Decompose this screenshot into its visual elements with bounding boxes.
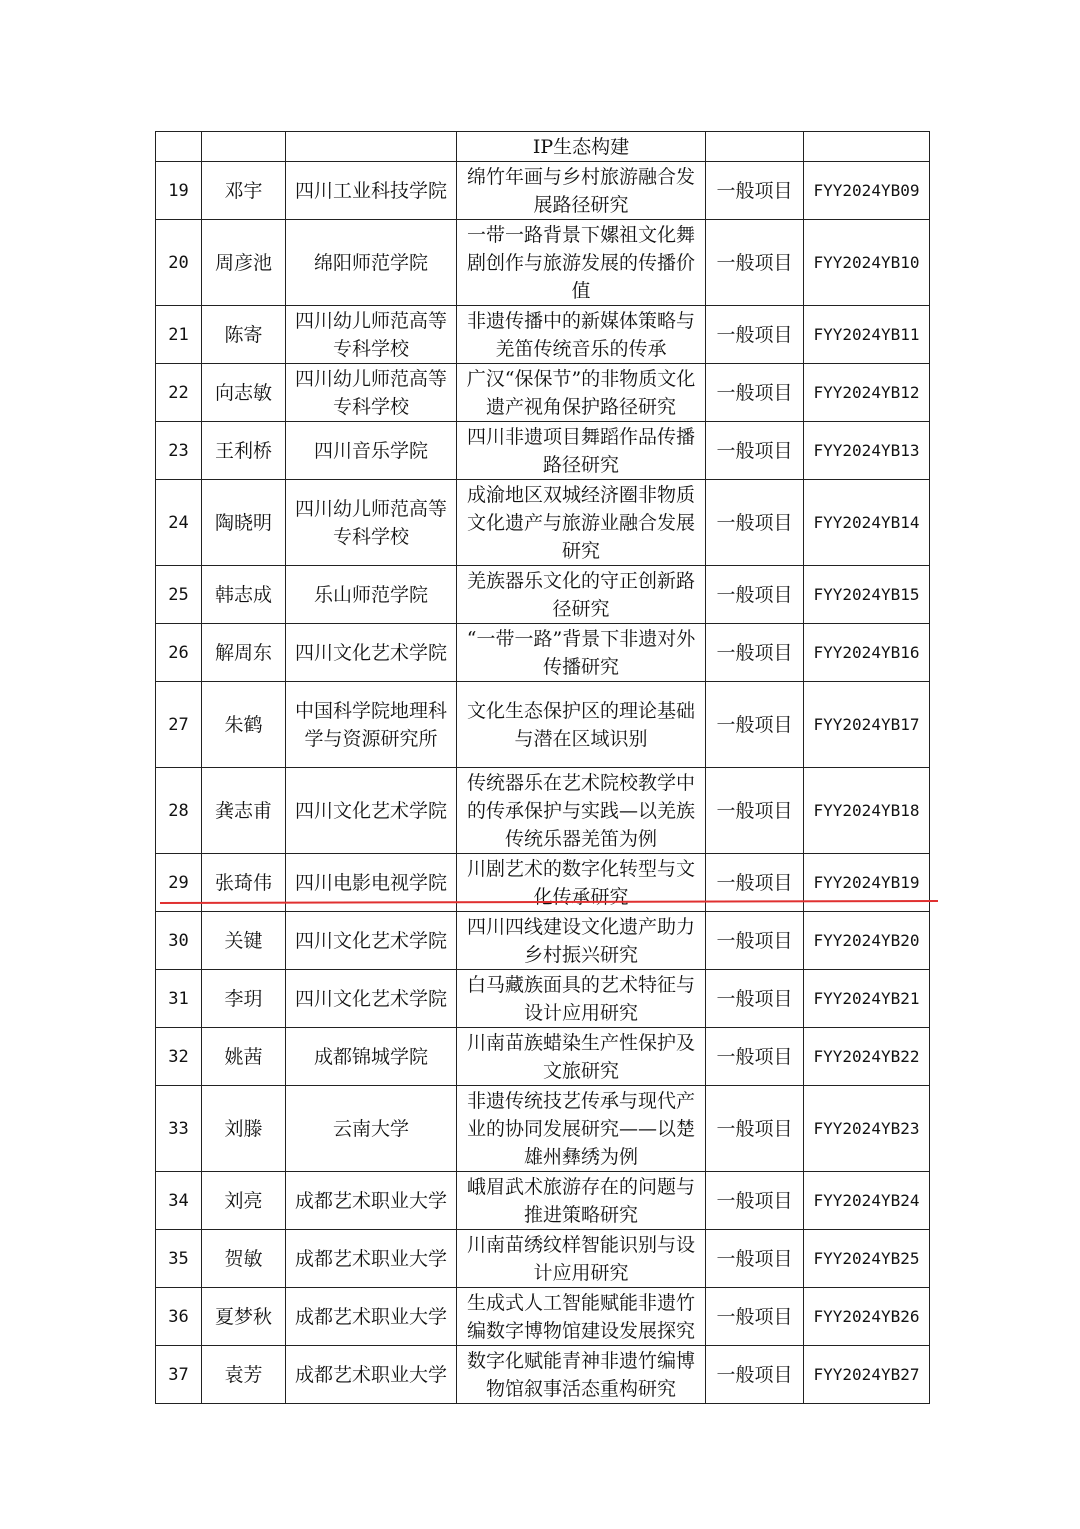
cell-code: FYY2024YB21 [804, 970, 930, 1028]
cell-title: 广汉“保保节”的非物质文化遗产视角保护路径研究 [457, 364, 706, 422]
cell-org: 四川文化艺术学院 [286, 970, 457, 1028]
cell-title: IP生态构建 [457, 132, 706, 162]
cell-name: 邓宇 [202, 162, 286, 220]
cell-type: 一般项目 [706, 624, 804, 682]
table-row [156, 1028, 930, 1086]
cell-title: 四川四线建设文化遗产助力乡村振兴研究 [457, 912, 706, 970]
cell-title: 生成式人工智能赋能非遗竹编数字博物馆建设发展探究 [457, 1288, 706, 1346]
cell-no: 34 [156, 1172, 202, 1230]
cell-type: 一般项目 [706, 566, 804, 624]
cell-org: 成都艺术职业大学 [286, 1346, 457, 1404]
cell-title: 一带一路背景下嫘祖文化舞剧创作与旅游发展的传播价值 [457, 220, 706, 306]
cell-org: 四川幼儿师范高等专科学校 [286, 306, 457, 364]
cell-code: FYY2024YB12 [804, 364, 930, 422]
cell-org: 绵阳师范学院 [286, 220, 457, 306]
cell-type: 一般项目 [706, 220, 804, 306]
cell-org: 四川文化艺术学院 [286, 624, 457, 682]
cell-code: FYY2024YB22 [804, 1028, 930, 1086]
cell-name: 向志敏 [202, 364, 286, 422]
cell-org: 成都艺术职业大学 [286, 1172, 457, 1230]
cell-code: FYY2024YB25 [804, 1230, 930, 1288]
cell-code: FYY2024YB09 [804, 162, 930, 220]
cell-name: 姚茜 [202, 1028, 286, 1086]
table-row [156, 566, 930, 624]
cell-no: 21 [156, 306, 202, 364]
cell-code: FYY2024YB14 [804, 480, 930, 566]
cell-org: 成都艺术职业大学 [286, 1230, 457, 1288]
cell-title: 数字化赋能青神非遗竹编博物馆叙事活态重构研究 [457, 1346, 706, 1404]
cell-code: FYY2024YB13 [804, 422, 930, 480]
table-row [156, 912, 930, 970]
table-row-continued [156, 132, 930, 162]
cell-type: 一般项目 [706, 1346, 804, 1404]
cell-no: 31 [156, 970, 202, 1028]
table-row [156, 364, 930, 422]
cell-no: 19 [156, 162, 202, 220]
table-row [156, 682, 930, 768]
cell-name: 李玥 [202, 970, 286, 1028]
cell-name: 刘亮 [202, 1172, 286, 1230]
cell-code: FYY2024YB10 [804, 220, 930, 306]
cell-name: 贺敏 [202, 1230, 286, 1288]
cell-title: 文化生态保护区的理论基础与潜在区域识别 [457, 682, 706, 768]
cell-code: FYY2024YB27 [804, 1346, 930, 1404]
cell-name: 张琦伟 [202, 854, 286, 912]
cell-name: 龚志甫 [202, 768, 286, 854]
cell-no: 27 [156, 682, 202, 768]
cell-title: 川剧艺术的数字化转型与文化传承研究 [457, 854, 706, 912]
cell-type: 一般项目 [706, 1288, 804, 1346]
cell-name [202, 132, 286, 162]
cell-title: 绵竹年画与乡村旅游融合发展路径研究 [457, 162, 706, 220]
cell-org: 云南大学 [286, 1086, 457, 1172]
table-row [156, 1230, 930, 1288]
cell-no: 37 [156, 1346, 202, 1404]
cell-code: FYY2024YB18 [804, 768, 930, 854]
cell-org: 四川幼儿师范高等专科学校 [286, 480, 457, 566]
cell-name: 韩志成 [202, 566, 286, 624]
cell-type: 一般项目 [706, 1086, 804, 1172]
cell-name: 解周东 [202, 624, 286, 682]
cell-type: 一般项目 [706, 480, 804, 566]
cell-code: FYY2024YB23 [804, 1086, 930, 1172]
cell-code: FYY2024YB26 [804, 1288, 930, 1346]
cell-type: 一般项目 [706, 364, 804, 422]
table-row [156, 1172, 930, 1230]
cell-name: 袁芳 [202, 1346, 286, 1404]
cell-title: 传统器乐在艺术院校教学中的传承保护与实践—以羌族传统乐器羌笛为例 [457, 768, 706, 854]
cell-no: 35 [156, 1230, 202, 1288]
table-row [156, 422, 930, 480]
table-row [156, 306, 930, 364]
cell-type: 一般项目 [706, 682, 804, 768]
cell-name: 刘滕 [202, 1086, 286, 1172]
cell-type: 一般项目 [706, 854, 804, 912]
table-row [156, 220, 930, 306]
cell-org: 中国科学院地理科学与资源研究所 [286, 682, 457, 768]
cell-no: 30 [156, 912, 202, 970]
cell-name: 周彦池 [202, 220, 286, 306]
cell-org: 成都艺术职业大学 [286, 1288, 457, 1346]
cell-code: FYY2024YB11 [804, 306, 930, 364]
cell-title: 羌族器乐文化的守正创新路径研究 [457, 566, 706, 624]
table-row [156, 970, 930, 1028]
cell-title: 川南苗族蜡染生产性保护及文旅研究 [457, 1028, 706, 1086]
cell-type [706, 132, 804, 162]
cell-title: “一带一路”背景下非遗对外传播研究 [457, 624, 706, 682]
project-table [155, 131, 930, 1404]
cell-org: 成都锦城学院 [286, 1028, 457, 1086]
cell-org: 乐山师范学院 [286, 566, 457, 624]
cell-code: FYY2024YB20 [804, 912, 930, 970]
cell-org: 四川文化艺术学院 [286, 912, 457, 970]
cell-org: 四川幼儿师范高等专科学校 [286, 364, 457, 422]
cell-name: 关键 [202, 912, 286, 970]
cell-name: 王利桥 [202, 422, 286, 480]
table-row [156, 1086, 930, 1172]
cell-title: 峨眉武术旅游存在的问题与推进策略研究 [457, 1172, 706, 1230]
cell-no: 22 [156, 364, 202, 422]
cell-code: FYY2024YB24 [804, 1172, 930, 1230]
cell-no: 23 [156, 422, 202, 480]
table-row [156, 1288, 930, 1346]
cell-code [804, 132, 930, 162]
cell-no [156, 132, 202, 162]
cell-org: 四川音乐学院 [286, 422, 457, 480]
cell-title: 非遗传播中的新媒体策略与羌笛传统音乐的传承 [457, 306, 706, 364]
cell-no: 25 [156, 566, 202, 624]
cell-no: 32 [156, 1028, 202, 1086]
cell-no: 36 [156, 1288, 202, 1346]
cell-no: 33 [156, 1086, 202, 1172]
table-row [156, 624, 930, 682]
cell-no: 29 [156, 854, 202, 912]
table-row [156, 768, 930, 854]
cell-code: FYY2024YB16 [804, 624, 930, 682]
cell-no: 28 [156, 768, 202, 854]
cell-name: 朱鹤 [202, 682, 286, 768]
cell-name: 陈寄 [202, 306, 286, 364]
table-row [156, 480, 930, 566]
cell-code: FYY2024YB15 [804, 566, 930, 624]
cell-code: FYY2024YB19 [804, 854, 930, 912]
cell-no: 20 [156, 220, 202, 306]
cell-type: 一般项目 [706, 1230, 804, 1288]
table-row [156, 162, 930, 220]
cell-org [286, 132, 457, 162]
cell-no: 26 [156, 624, 202, 682]
cell-org: 四川电影电视学院 [286, 854, 457, 912]
cell-title: 成渝地区双城经济圈非物质文化遗产与旅游业融合发展研究 [457, 480, 706, 566]
cell-type: 一般项目 [706, 768, 804, 854]
cell-type: 一般项目 [706, 162, 804, 220]
cell-type: 一般项目 [706, 1028, 804, 1086]
cell-type: 一般项目 [706, 912, 804, 970]
cell-title: 川南苗绣纹样智能识别与设计应用研究 [457, 1230, 706, 1288]
cell-title: 非遗传统技艺传承与现代产业的协同发展研究——以楚雄州彝绣为例 [457, 1086, 706, 1172]
cell-name: 陶晓明 [202, 480, 286, 566]
table-body [156, 132, 930, 1404]
table-row [156, 1346, 930, 1404]
cell-org: 四川文化艺术学院 [286, 768, 457, 854]
cell-name: 夏梦秋 [202, 1288, 286, 1346]
cell-code: FYY2024YB17 [804, 682, 930, 768]
cell-type: 一般项目 [706, 422, 804, 480]
cell-no: 24 [156, 480, 202, 566]
cell-type: 一般项目 [706, 970, 804, 1028]
cell-org: 四川工业科技学院 [286, 162, 457, 220]
cell-title: 四川非遗项目舞蹈作品传播路径研究 [457, 422, 706, 480]
cell-type: 一般项目 [706, 306, 804, 364]
cell-type: 一般项目 [706, 1172, 804, 1230]
cell-title: 白马藏族面具的艺术特征与设计应用研究 [457, 970, 706, 1028]
